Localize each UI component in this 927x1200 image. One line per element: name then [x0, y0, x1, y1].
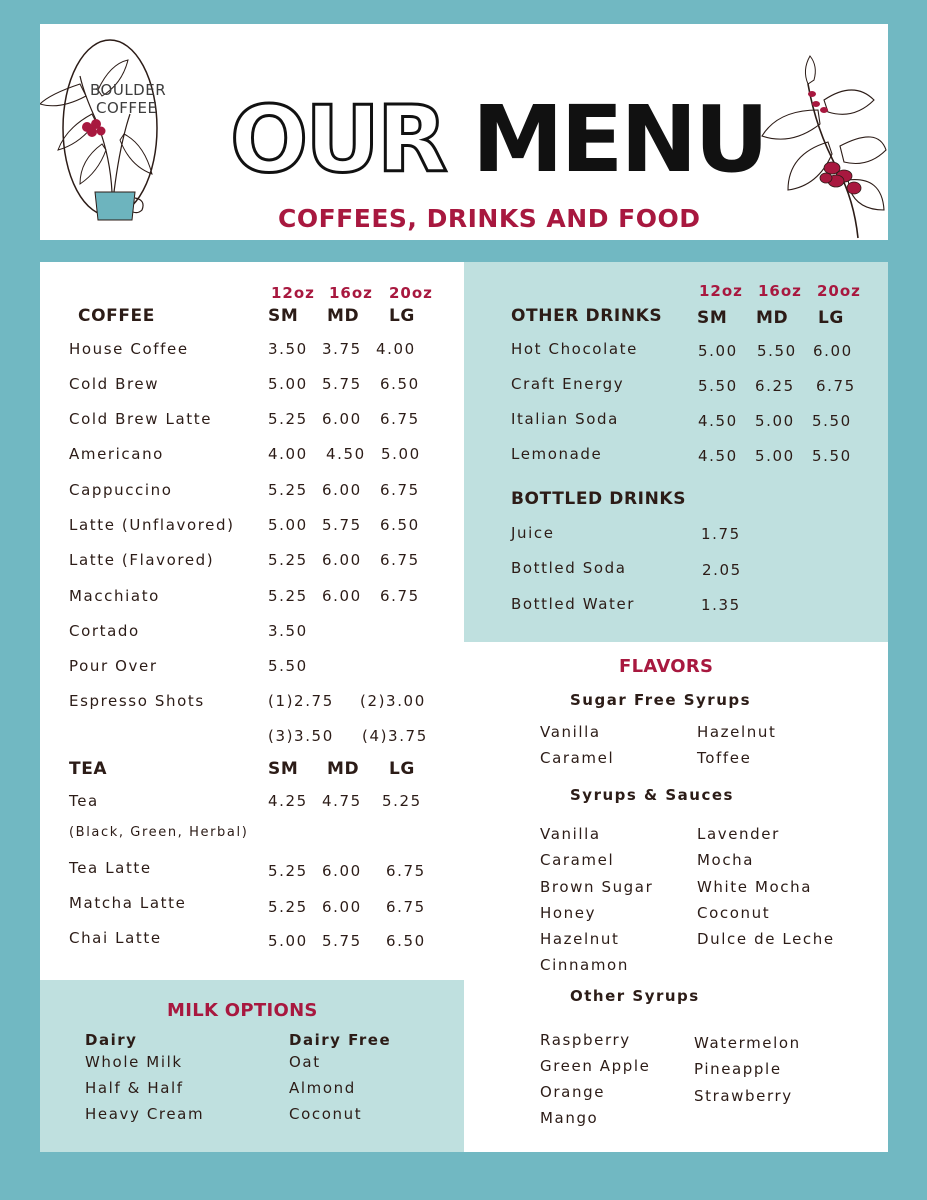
price: 1.35	[701, 596, 741, 614]
price-md: 5.75	[322, 932, 362, 950]
size-oz-16: 16oz	[758, 282, 802, 300]
menu-item-name: Hot Chocolate	[511, 340, 638, 358]
menu-item-name: Latte (Unflavored)	[69, 516, 235, 534]
espresso-price-4: (4)3.75	[362, 727, 428, 745]
flavor-item: Dulce de Leche	[697, 930, 835, 948]
price-sm: 3.50	[268, 622, 308, 640]
price-lg: 5.50	[812, 447, 852, 465]
price-sm: 5.50	[268, 657, 308, 675]
price-lg: 6.00	[813, 342, 853, 360]
tea-heading: TEA	[69, 759, 108, 779]
price-sm: 3.50	[268, 340, 308, 358]
brand-line-2: COFFEE	[96, 99, 158, 117]
price-lg: 4.00	[376, 340, 416, 358]
size-sm: SM	[697, 308, 728, 328]
flavor-item: Vanilla	[540, 825, 601, 843]
milk-option: Half & Half	[85, 1079, 184, 1097]
title-menu: MENU	[472, 86, 767, 193]
flavor-item: Brown Sugar	[540, 878, 654, 896]
menu-item-name: Tea Latte	[69, 859, 152, 877]
price-lg: 6.50	[380, 516, 420, 534]
price-sm: 4.50	[698, 447, 738, 465]
price-md: 6.00	[322, 481, 362, 499]
coffee-branch-illustration	[758, 50, 888, 240]
dairy-free-heading: Dairy Free	[289, 1031, 392, 1049]
flavor-item: Coconut	[697, 904, 771, 922]
other-drinks-heading: OTHER DRINKS	[511, 306, 663, 326]
menu-item-name: Cold Brew Latte	[69, 410, 213, 428]
page-subtitle: COFFEES, DRINKS AND FOOD	[278, 204, 701, 233]
menu-item-name: Cortado	[69, 622, 140, 640]
menu-item-name: Macchiato	[69, 587, 160, 605]
price-lg: 5.50	[812, 412, 852, 430]
milk-option: Coconut	[289, 1105, 363, 1123]
size-md: MD	[327, 759, 360, 779]
menu-item-name: Chai Latte	[69, 929, 162, 947]
flavor-item: Green Apple	[540, 1057, 651, 1075]
price-lg: 6.75	[816, 377, 856, 395]
flavor-item: Pineapple	[694, 1060, 782, 1078]
sugar-free-heading: Sugar Free Syrups	[570, 691, 752, 709]
brand-line-1: BOULDER	[90, 81, 167, 99]
price-sm: 4.25	[268, 792, 308, 810]
menu-item-name: Cold Brew	[69, 375, 160, 393]
boulder-coffee-logo	[40, 24, 190, 240]
menu-item-name: Latte (Flavored)	[69, 551, 215, 569]
price-md: 6.00	[322, 862, 362, 880]
price-sm: 4.00	[268, 445, 308, 463]
price-sm: 5.25	[268, 898, 308, 916]
size-md: MD	[327, 306, 360, 326]
price-lg: 6.50	[386, 932, 426, 950]
price-sm: 5.25	[268, 587, 308, 605]
price-lg: 5.25	[382, 792, 422, 810]
flavor-item: Hazelnut	[697, 723, 777, 741]
flavor-item: Orange	[540, 1083, 606, 1101]
price-sm: 5.25	[268, 862, 308, 880]
size-lg: LG	[818, 308, 844, 328]
price-lg: 6.75	[380, 587, 420, 605]
price-lg: 5.00	[381, 445, 421, 463]
flavor-item: White Mocha	[697, 878, 813, 896]
menu-item-name: Juice	[511, 524, 555, 542]
price-sm: 5.25	[268, 410, 308, 428]
flavors-panel	[464, 642, 888, 1152]
menu-item-name: House Coffee	[69, 340, 189, 358]
menu-item-name: Italian Soda	[511, 410, 619, 428]
milk-option: Almond	[289, 1079, 356, 1097]
size-oz-12: 12oz	[699, 282, 743, 300]
flavor-item: Toffee	[697, 749, 752, 767]
price-sm: 5.25	[268, 551, 308, 569]
size-sm: SM	[268, 759, 299, 779]
flavor-item: Caramel	[540, 851, 615, 869]
price-sm: 5.00	[698, 342, 738, 360]
milk-option: Oat	[289, 1053, 321, 1071]
size-lg: LG	[389, 306, 415, 326]
price-md: 5.00	[755, 447, 795, 465]
menu-item-name: Americano	[69, 445, 164, 463]
espresso-price-2: (2)3.00	[360, 692, 426, 710]
price-md: 5.75	[322, 375, 362, 393]
flavor-item: Vanilla	[540, 723, 601, 741]
price-md: 4.50	[326, 445, 366, 463]
price: 2.05	[702, 561, 742, 579]
price-md: 5.00	[755, 412, 795, 430]
menu-item-name: Bottled Soda	[511, 559, 627, 577]
menu-item-name: Matcha Latte	[69, 894, 187, 912]
price-sm: 5.00	[268, 516, 308, 534]
menu-item-name: Pour Over	[69, 657, 158, 675]
menu-item-name: Tea	[69, 792, 99, 810]
size-oz-20: 20oz	[389, 284, 433, 302]
flavor-item: Mango	[540, 1109, 599, 1127]
flavor-item: Raspberry	[540, 1031, 631, 1049]
flavor-item: Honey	[540, 904, 597, 922]
size-oz-20: 20oz	[817, 282, 861, 300]
price-lg: 6.75	[380, 481, 420, 499]
size-oz-16: 16oz	[329, 284, 373, 302]
flavor-item: Strawberry	[694, 1087, 793, 1105]
price-md: 5.75	[322, 516, 362, 534]
price-lg: 6.50	[380, 375, 420, 393]
flavor-item: Hazelnut	[540, 930, 620, 948]
price: 1.75	[701, 525, 741, 543]
flavor-item: Caramel	[540, 749, 615, 767]
size-md: MD	[756, 308, 789, 328]
flavor-item: Mocha	[697, 851, 755, 869]
price-md: 3.75	[322, 340, 362, 358]
price-sm: 5.00	[268, 932, 308, 950]
tea-note: (Black, Green, Herbal)	[69, 825, 249, 840]
size-oz-12: 12oz	[271, 284, 315, 302]
price-md: 6.00	[322, 410, 362, 428]
dairy-heading: Dairy	[85, 1031, 138, 1049]
flavor-item: Cinnamon	[540, 956, 629, 974]
price-md: 5.50	[757, 342, 797, 360]
flavors-heading: FLAVORS	[619, 656, 714, 677]
flavor-item: Lavender	[697, 825, 780, 843]
title-our: OUR	[230, 86, 445, 193]
price-sm: 5.00	[268, 375, 308, 393]
price-sm: 5.50	[698, 377, 738, 395]
espresso-price-1: (1)2.75	[268, 692, 334, 710]
price-lg: 6.75	[386, 862, 426, 880]
price-lg: 6.75	[380, 551, 420, 569]
size-sm: SM	[268, 306, 299, 326]
menu-item-name: Lemonade	[511, 445, 603, 463]
milk-option: Heavy Cream	[85, 1105, 205, 1123]
menu-item-name: Craft Energy	[511, 375, 625, 393]
price-md: 6.00	[322, 898, 362, 916]
menu-item-name: Bottled Water	[511, 595, 636, 613]
bottled-drinks-heading: BOTTLED DRINKS	[511, 489, 687, 509]
price-lg: 6.75	[380, 410, 420, 428]
price-lg: 6.75	[386, 898, 426, 916]
menu-item-name: Espresso Shots	[69, 692, 205, 710]
milk-option: Whole Milk	[85, 1053, 183, 1071]
price-md: 4.75	[322, 792, 362, 810]
espresso-price-3: (3)3.50	[268, 727, 334, 745]
size-lg: LG	[389, 759, 415, 779]
syrups-sauces-heading: Syrups & Sauces	[570, 786, 734, 804]
flavor-item: Watermelon	[694, 1034, 801, 1052]
price-md: 6.25	[755, 377, 795, 395]
menu-header	[40, 24, 888, 240]
coffee-heading: COFFEE	[78, 306, 155, 326]
other-syrups-heading: Other Syrups	[570, 987, 700, 1005]
milk-options-heading: MILK OPTIONS	[167, 1000, 318, 1021]
price-sm: 5.25	[268, 481, 308, 499]
price-sm: 4.50	[698, 412, 738, 430]
price-md: 6.00	[322, 551, 362, 569]
menu-item-name: Cappuccino	[69, 481, 173, 499]
price-md: 6.00	[322, 587, 362, 605]
